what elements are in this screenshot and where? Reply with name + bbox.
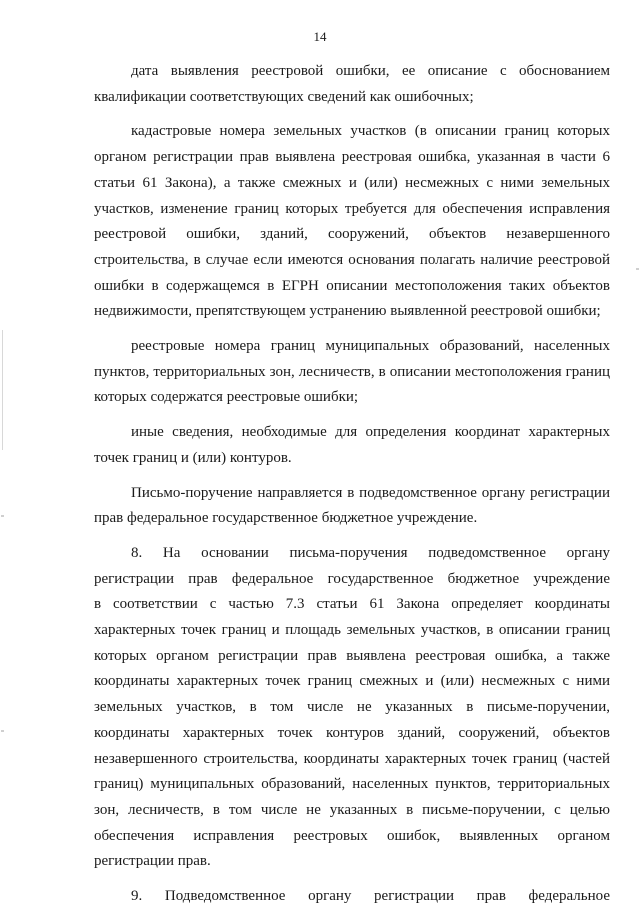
text-line: строительства, в случае если имеются основания полагать наличие реестровой — [94, 251, 610, 268]
text-line: ошибки в содержащемся в ЕГРН описании местоположения таких объектов — [94, 277, 610, 294]
scan-speck — [1, 515, 4, 517]
paragraph-item-9 — [94, 884, 610, 910]
text-line: координаты характерных точек границ смежных и (или) несмежных с ними — [94, 673, 610, 690]
text-line: органом регистрации прав выявлена реестровая ошибка, указанная в части 6 — [94, 149, 610, 166]
scan-edge-mark — [2, 330, 3, 450]
paragraph-letter-order — [94, 481, 610, 532]
text-line: пунктов, территориальных зон, лесничеств, в описании местоположения границ — [94, 363, 610, 380]
text-line: зон, лесничеств, в том числе не указанных в письме-поручении, с целью — [94, 801, 610, 818]
paragraph-error-date — [94, 59, 610, 110]
text-line: которых органом регистрации прав выявлена реестровая ошибка, а также — [94, 647, 610, 664]
text-line: недвижимости, препятствующем устранению выявленной реестровой ошибки; — [94, 303, 601, 320]
document-body — [94, 59, 610, 910]
text-line: статьи 61 Закона), а также смежных и (или) несмежных с ними земельных — [94, 174, 610, 191]
text-line: реестровые номера границ муниципальных образований, населенных — [131, 338, 610, 355]
paragraph-item-8 — [94, 541, 610, 875]
text-line: кадастровые номера земельных участков (в описании границ которых — [131, 123, 610, 140]
text-line: 9. Подведомственное органу регистрации прав федеральное — [131, 888, 610, 905]
text-line: границ) муниципальных образований, населенных пунктов, территориальных — [94, 776, 610, 793]
text-line: квалификации соответствующих сведений как ошибочных; — [94, 88, 474, 105]
text-line: Письмо-поручение направляется в подведомственное органу регистрации — [131, 484, 610, 501]
text-line: характерных точек границ и площадь земельных участков, в описании границ — [94, 622, 610, 639]
text-line: в соответствии с частью 7.3 статьи 61 Закона определяет координаты — [94, 596, 610, 613]
text-line: участков, изменение границ которых требуется для обеспечения исправления — [94, 200, 610, 217]
text-line: иные сведения, необходимые для определения координат характерных — [131, 424, 610, 441]
text-line: регистрации прав федеральное государственное бюджетное учреждение — [94, 570, 610, 587]
scan-speck — [636, 268, 639, 270]
text-line: дата выявления реестровой ошибки, ее описание с обоснованием — [131, 63, 610, 79]
paragraph-cadastral-numbers — [94, 119, 610, 325]
text-line: земельных участков, в том числе не указанных в письме-поручении, — [94, 699, 610, 716]
text-line: координаты характерных точек контуров зданий, сооружений, объектов — [94, 724, 610, 741]
text-line: 8. На основании письма-поручения подведомственное органу — [131, 544, 610, 561]
text-line: незавершенного строительства, координаты характерных точек границ (частей — [94, 750, 610, 767]
text-line: которых содержатся реестровые ошибки; — [94, 389, 359, 406]
scan-speck — [1, 730, 4, 732]
paragraph-other-info — [94, 420, 610, 471]
text-line: регистрации прав. — [94, 853, 211, 870]
text-line: точек границ и (или) контуров. — [94, 449, 292, 466]
text-line: обеспечения исправления реестровых ошибок, выявленных органом — [94, 827, 610, 844]
text-line: прав федеральное государственное бюджетное учреждение. — [94, 510, 478, 527]
page-number: 14 — [313, 29, 327, 44]
paragraph-registry-numbers — [94, 334, 610, 411]
text-line: реестровой ошибки, зданий, сооружений, объектов незавершенного — [94, 226, 610, 243]
